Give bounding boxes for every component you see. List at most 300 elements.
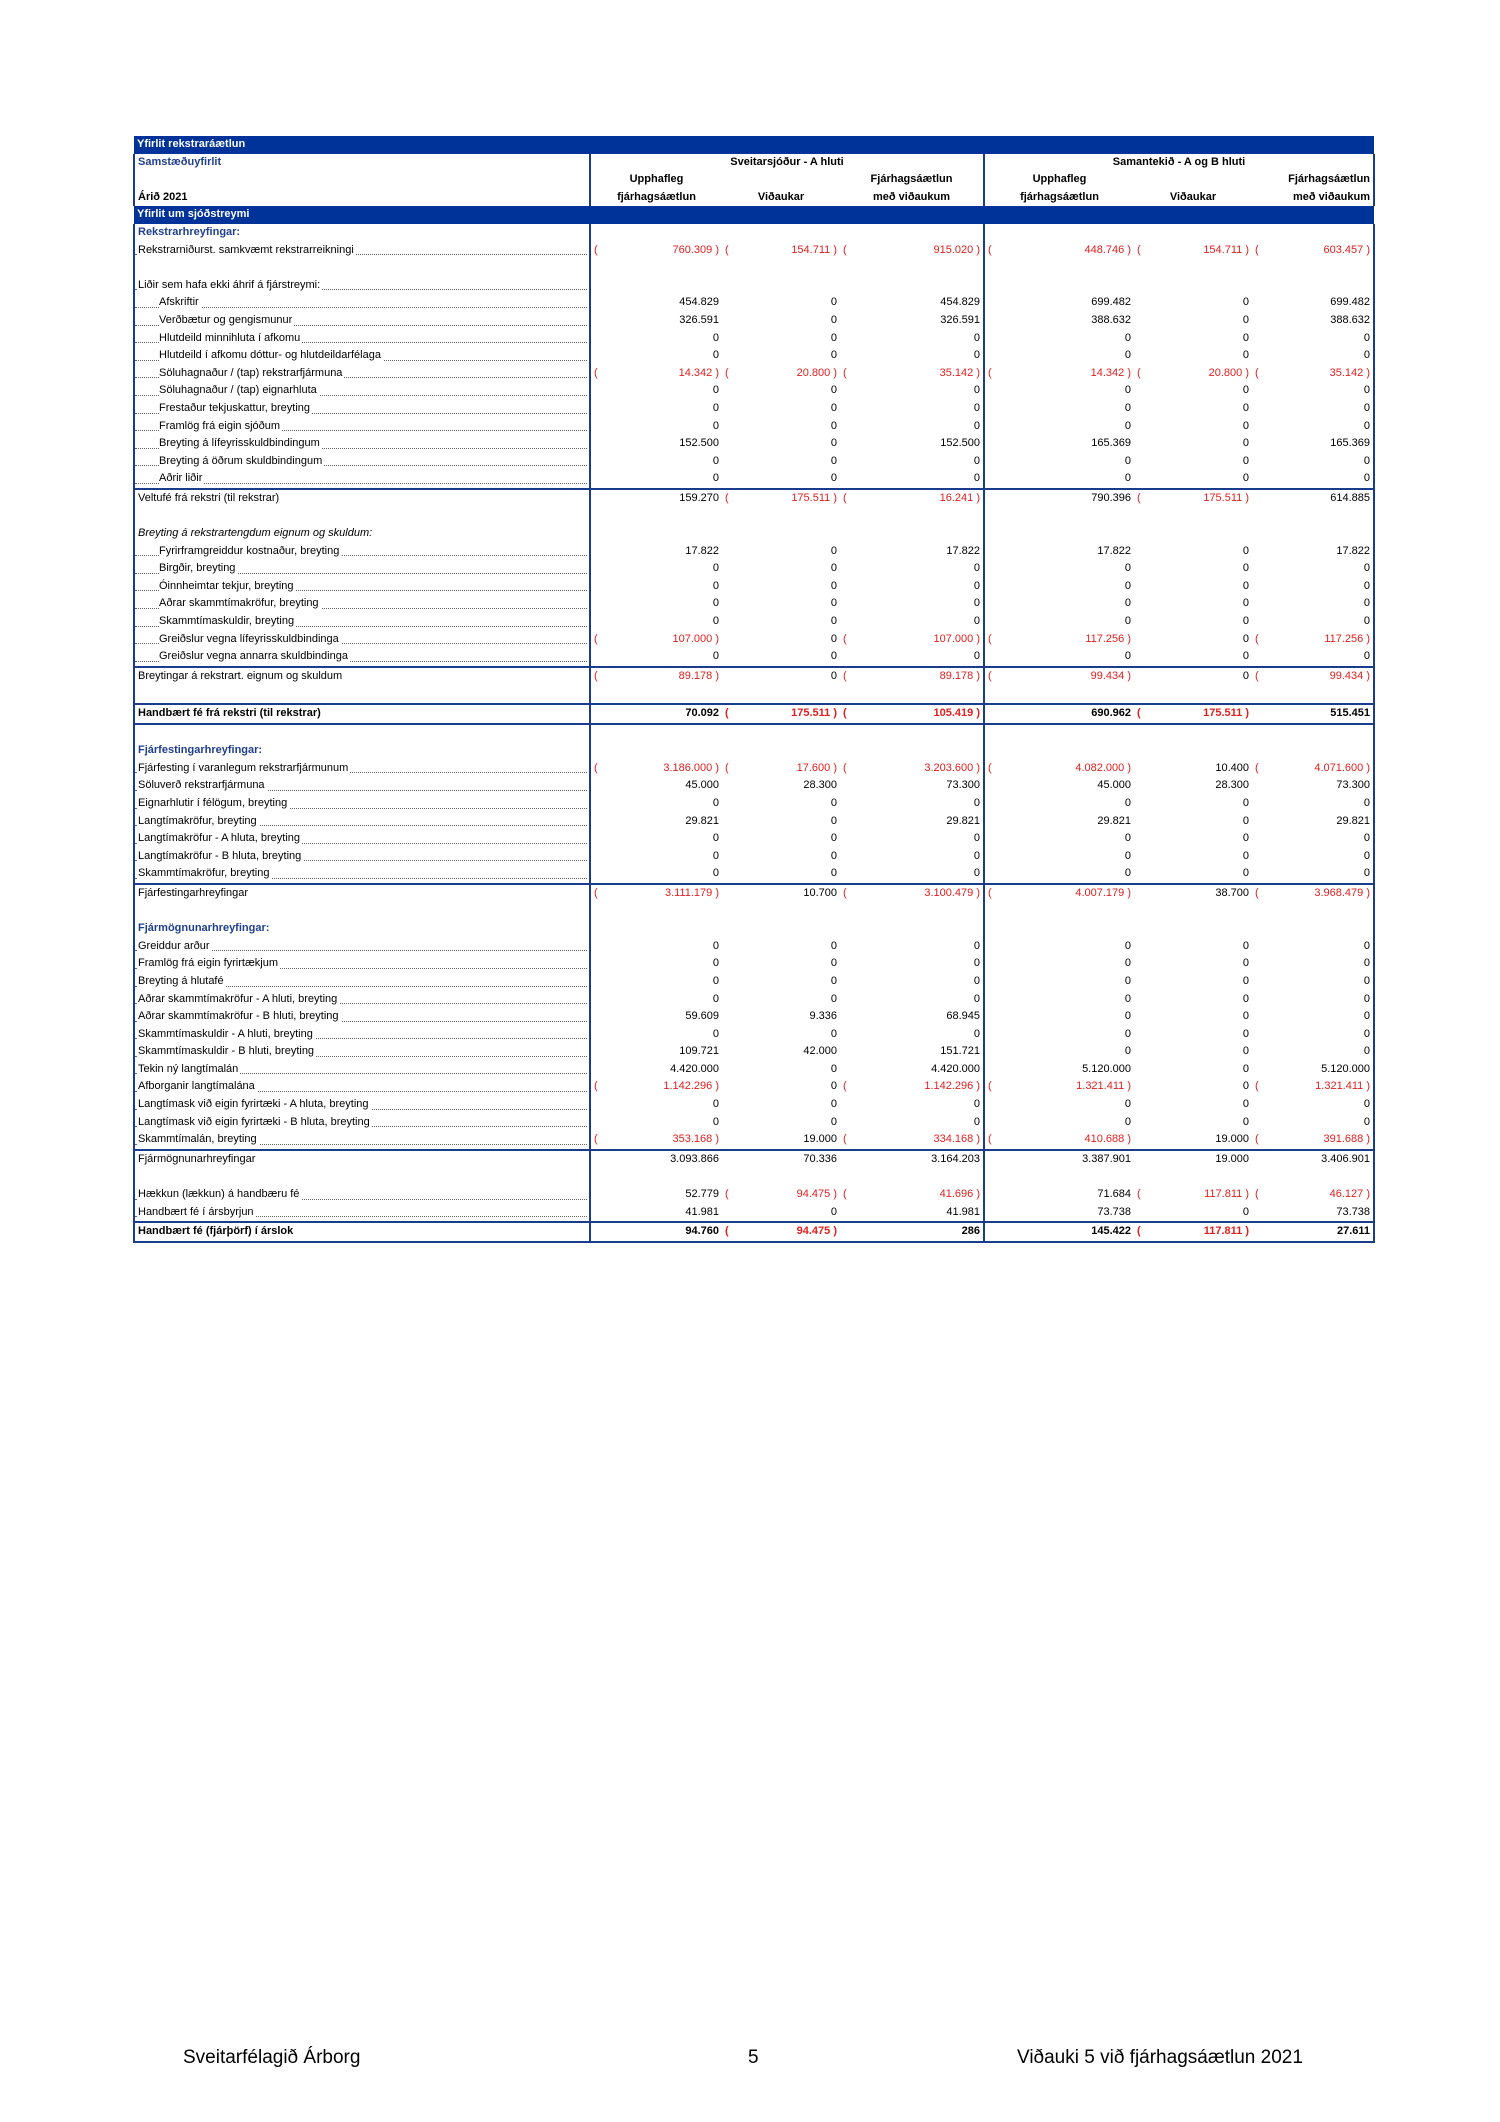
table-row [134, 453, 1374, 471]
value-cell [722, 813, 840, 831]
value-text: 0 [1363, 650, 1371, 663]
value-text: 0 [1242, 650, 1249, 663]
value-text: 3.111.179 [664, 886, 713, 899]
row-label [134, 1131, 590, 1150]
close-paren: ) [1124, 1133, 1131, 1146]
value-cell [984, 1114, 1134, 1132]
value-cell [590, 742, 722, 760]
value-text: 388.632 [1091, 313, 1131, 326]
value-text: 0 [1242, 1062, 1249, 1075]
row-label [134, 667, 590, 686]
value-text: 0 [830, 562, 837, 575]
value-text: 0 [1242, 832, 1249, 845]
value-text: 10.700 [803, 886, 837, 899]
value-cell [840, 1131, 984, 1150]
table-row [134, 760, 1374, 778]
row-label [134, 560, 590, 578]
value-cell [590, 418, 722, 436]
value-cell [1134, 578, 1252, 596]
value-text: 52.779 [685, 1188, 719, 1201]
consolidated-label: Samstæðuyfirlit [134, 154, 590, 172]
value-cell [1252, 973, 1374, 991]
value-cell [590, 277, 722, 295]
value-cell [840, 418, 984, 436]
row-label [134, 453, 590, 471]
value-text: 0 [830, 579, 837, 592]
row-label [134, 347, 590, 365]
table-row [134, 813, 1374, 831]
value-cell [984, 991, 1134, 1009]
table-row [134, 1008, 1374, 1026]
value-cell [722, 435, 840, 453]
value-text: 20.800 [1208, 366, 1243, 379]
value-text: 0 [1124, 597, 1131, 610]
value-cell [722, 848, 840, 866]
value-text: 38.700 [1215, 886, 1249, 899]
value-cell [590, 920, 722, 938]
value-text: 0 [830, 1098, 837, 1111]
value-cell [590, 667, 722, 686]
table-row [134, 242, 1374, 260]
value-cell [722, 760, 840, 778]
close-paren: ) [712, 886, 719, 899]
value-cell [722, 242, 840, 260]
value-text: 41.981 [685, 1205, 719, 1218]
value-cell [1134, 224, 1252, 242]
value-text: 41.696 [939, 1188, 974, 1201]
value-text: 4.071.600 [1314, 761, 1364, 774]
row-label-text: Frestaður tekjuskattur, breyting [159, 401, 311, 414]
value-cell [984, 1131, 1134, 1150]
value-text: 0 [830, 1080, 837, 1093]
value-text: 0 [1124, 579, 1131, 592]
row-label-text: Afborganir langtímalána [138, 1080, 255, 1093]
open-paren: ( [725, 243, 729, 256]
row-label-text: Birgðir, breyting [159, 562, 236, 575]
table-row [134, 560, 1374, 578]
table-row [134, 1043, 1374, 1061]
value-cell [722, 578, 840, 596]
value-cell [1134, 648, 1252, 667]
value-cell [1134, 938, 1252, 956]
value-text: 3.406.901 [1321, 1152, 1371, 1165]
value-cell [1134, 742, 1252, 760]
value-cell [984, 347, 1134, 365]
value-cell [984, 813, 1134, 831]
value-text: 0 [1242, 296, 1249, 309]
value-text: 0 [830, 1115, 837, 1128]
header-row-1 [134, 154, 1374, 172]
value-text: 0 [1363, 849, 1371, 862]
value-text: 454.829 [940, 296, 980, 309]
close-paren: ) [1242, 243, 1249, 256]
close-paren: ) [973, 632, 980, 645]
value-cell [1134, 1026, 1252, 1044]
value-cell [722, 830, 840, 848]
value-cell [722, 489, 840, 508]
value-cell [590, 1043, 722, 1061]
open-paren: ( [843, 1080, 847, 1093]
close-paren: ) [1124, 761, 1131, 774]
value-cell [984, 543, 1134, 561]
row-label-text: Langtímask við eigin fyrirtæki - B hluta, breyting [138, 1115, 370, 1128]
value-text: 73.738 [1336, 1205, 1371, 1218]
value-text: 99.434 [1090, 669, 1125, 682]
value-text: 0 [712, 974, 719, 987]
value-cell [722, 382, 840, 400]
value-text: 16.241 [939, 491, 974, 504]
value-text: 0 [830, 296, 837, 309]
value-cell [722, 525, 840, 543]
value-cell [984, 560, 1134, 578]
value-cell [722, 667, 840, 686]
value-text: 0 [712, 597, 719, 610]
value-text: 0 [1363, 1045, 1371, 1058]
value-text: 17.600 [796, 761, 831, 774]
year-label: Árið 2021 [134, 189, 590, 207]
value-text: 0 [1242, 1080, 1249, 1093]
value-text: 19.000 [1215, 1152, 1249, 1165]
value-text: 326.591 [940, 313, 980, 326]
value-cell [1252, 704, 1374, 724]
open-paren: ( [988, 243, 992, 256]
value-cell [1134, 795, 1252, 813]
value-cell [1134, 667, 1252, 686]
row-label [134, 242, 590, 260]
value-cell [840, 920, 984, 938]
row-label [134, 595, 590, 613]
row-label-text: Veltufé frá rekstri (til rekstrar) [138, 491, 280, 504]
table-row [134, 400, 1374, 418]
value-cell [1134, 1096, 1252, 1114]
close-paren: ) [1124, 243, 1131, 256]
value-cell [1134, 1204, 1252, 1223]
value-cell [840, 884, 984, 903]
table-row [134, 991, 1374, 1009]
value-cell [984, 648, 1134, 667]
row-label [134, 1222, 590, 1242]
value-cell [590, 560, 722, 578]
value-cell [1252, 1078, 1374, 1096]
value-text: 3.093.866 [670, 1152, 719, 1165]
value-cell [1252, 1114, 1374, 1132]
value-cell [1252, 470, 1374, 489]
value-cell [840, 578, 984, 596]
value-cell [840, 312, 984, 330]
value-cell [590, 224, 722, 242]
close-paren: ) [712, 1080, 719, 1093]
value-text: 0 [830, 615, 837, 628]
row-label-text: Rekstrarniðurst. samkvæmt rekstrarreikningi [138, 243, 354, 256]
close-paren: ) [973, 491, 980, 504]
open-paren: ( [594, 1080, 598, 1093]
col-annex-a: Viðaukar [757, 190, 805, 203]
value-text: 286 [961, 1225, 980, 1238]
value-cell [722, 613, 840, 631]
value-text: 0 [1363, 401, 1371, 414]
value-cell [722, 1043, 840, 1061]
value-cell [590, 631, 722, 649]
close-paren: ) [973, 1188, 980, 1201]
value-text: 0 [830, 867, 837, 880]
row-label-text: Framlög frá eigin sjóðum [159, 419, 281, 432]
row-label-text: Skammtímaskuldir, breyting [159, 615, 295, 628]
spacer-row [134, 507, 1374, 525]
value-text: 353.168 [672, 1133, 713, 1146]
open-paren: ( [1137, 243, 1141, 256]
row-label-text: Rekstrarhreyfingar: [138, 225, 241, 238]
value-cell [1252, 1061, 1374, 1079]
value-cell [984, 938, 1134, 956]
value-cell [840, 470, 984, 489]
open-paren: ( [843, 1133, 847, 1146]
open-paren: ( [843, 1188, 847, 1201]
value-text: 0 [1242, 992, 1249, 1005]
value-text: 0 [830, 384, 837, 397]
value-cell [840, 777, 984, 795]
table-row [134, 631, 1374, 649]
value-text: 0 [1242, 1010, 1249, 1023]
value-text: 0 [830, 632, 837, 645]
value-cell [1252, 242, 1374, 260]
value-text: 117.256 [1324, 632, 1364, 645]
table-row [134, 382, 1374, 400]
open-paren: ( [988, 366, 992, 379]
open-paren: ( [1137, 1188, 1141, 1201]
value-cell [1134, 347, 1252, 365]
value-cell [590, 1204, 722, 1223]
value-cell [1134, 777, 1252, 795]
close-paren: ) [1124, 632, 1131, 645]
row-label [134, 1008, 590, 1026]
value-text: 0 [830, 1205, 837, 1218]
value-text: 19.000 [803, 1133, 837, 1146]
row-label-text: Handbært fé frá rekstri (til rekstrar) [138, 707, 321, 719]
value-cell [590, 1061, 722, 1079]
value-cell [840, 648, 984, 667]
value-text: 0 [830, 974, 837, 987]
row-label [134, 382, 590, 400]
section-header [134, 920, 1374, 938]
value-text: 4.007.179 [1075, 886, 1125, 899]
row-label [134, 631, 590, 649]
value-cell [590, 1078, 722, 1096]
value-cell [1252, 489, 1374, 508]
spacer-row [134, 1168, 1374, 1186]
value-cell [590, 489, 722, 508]
value-text: 0 [973, 974, 980, 987]
close-paren: ) [712, 669, 719, 682]
value-cell [1134, 365, 1252, 383]
value-cell [590, 760, 722, 778]
value-cell [722, 973, 840, 991]
row-label-text: Skammtímaskuldir - A hluti, breyting [138, 1027, 313, 1040]
table-row [134, 938, 1374, 956]
row-label-text: Breytingar á rekstrart. eignum og skuldum [138, 669, 343, 682]
value-text: 0 [1124, 939, 1131, 952]
value-text: 0 [973, 419, 980, 432]
open-paren: ( [725, 1188, 729, 1201]
close-paren: ) [973, 761, 980, 774]
value-cell [984, 1026, 1134, 1044]
open-paren: ( [1255, 1080, 1259, 1093]
row-label [134, 1204, 590, 1223]
value-text: 0 [973, 796, 980, 809]
value-text: 0 [1124, 957, 1131, 970]
close-paren: ) [973, 1080, 980, 1093]
value-cell [590, 648, 722, 667]
section-header [134, 742, 1374, 760]
col-initial-a-2: fjárhagsáætlun [617, 190, 696, 203]
table-row [134, 1222, 1374, 1242]
value-cell [984, 848, 1134, 866]
open-paren: ( [1255, 366, 1259, 379]
row-label-text: Hlutdeild minnihluta í afkomu [159, 331, 301, 344]
close-paren: ) [1363, 632, 1371, 645]
value-cell [1252, 955, 1374, 973]
open-paren: ( [725, 491, 729, 504]
row-label-text: Handbært fé í ársbyrjun [138, 1205, 254, 1218]
row-label [134, 224, 590, 242]
table-row [134, 1131, 1374, 1150]
value-text: 0 [1363, 562, 1371, 575]
open-paren: ( [594, 669, 598, 682]
value-cell [590, 777, 722, 795]
value-cell [984, 525, 1134, 543]
value-text: 410.688 [1084, 1133, 1125, 1146]
value-text: 0 [1363, 615, 1371, 628]
spacer-row [134, 724, 1374, 743]
value-cell [722, 453, 840, 471]
value-cell [1134, 1131, 1252, 1150]
header-row-3 [134, 189, 1374, 207]
open-paren: ( [1255, 669, 1259, 682]
value-text: 0 [830, 832, 837, 845]
row-label-text: Tekin ný langtímalán [138, 1062, 239, 1075]
table-row [134, 277, 1374, 295]
open-paren: ( [988, 1133, 992, 1146]
open-paren: ( [843, 707, 847, 719]
close-paren: ) [830, 491, 837, 504]
row-label-text: Liðir sem hafa ekki áhrif á fjárstreymi: [138, 278, 321, 291]
value-cell [1134, 277, 1252, 295]
value-cell [1252, 760, 1374, 778]
value-cell [1134, 1186, 1252, 1204]
value-text: 0 [1124, 1010, 1131, 1023]
value-cell [1134, 294, 1252, 312]
value-text: 0 [1124, 562, 1131, 575]
value-text: 107.000 [933, 632, 974, 645]
value-text: 0 [1363, 1115, 1371, 1128]
value-text: 0 [830, 597, 837, 610]
value-text: 159.270 [679, 491, 719, 504]
value-text: 73.300 [1336, 779, 1371, 792]
value-cell [1134, 865, 1252, 884]
value-cell [590, 1114, 722, 1132]
value-cell [1134, 400, 1252, 418]
value-cell [722, 742, 840, 760]
table-row [134, 1026, 1374, 1044]
open-paren: ( [594, 632, 598, 645]
value-text: 0 [1242, 437, 1249, 450]
value-cell [840, 277, 984, 295]
row-label-text: Greiðslur vegna annarra skuldbindinga [159, 650, 348, 663]
value-text: 0 [973, 849, 980, 862]
value-cell [722, 1186, 840, 1204]
row-label-text: Breyting á lífeyrisskuldbindingum [159, 437, 320, 450]
value-cell [1134, 830, 1252, 848]
value-cell [722, 294, 840, 312]
close-paren: ) [1242, 491, 1249, 504]
table-row [134, 1114, 1374, 1132]
table-row [134, 294, 1374, 312]
value-text: 0 [973, 349, 980, 362]
value-text: 45.000 [1097, 779, 1131, 792]
row-label-text: Greiðslur vegna lífeyrisskuldbindinga [159, 632, 339, 645]
value-cell [722, 560, 840, 578]
value-text: 0 [1242, 1045, 1249, 1058]
row-label [134, 489, 590, 508]
row-label [134, 294, 590, 312]
table-row [134, 1096, 1374, 1114]
open-paren: ( [725, 1225, 729, 1238]
open-paren: ( [843, 491, 847, 504]
value-text: 28.300 [1215, 779, 1249, 792]
row-label [134, 648, 590, 667]
value-text: 454.829 [679, 296, 719, 309]
value-text: 175.511 [1203, 707, 1243, 719]
value-text: 0 [830, 349, 837, 362]
row-label [134, 865, 590, 884]
value-text: 0 [830, 849, 837, 862]
row-label [134, 813, 590, 831]
value-cell [840, 382, 984, 400]
value-cell [840, 347, 984, 365]
close-paren: ) [712, 632, 719, 645]
value-text: 0 [1363, 419, 1371, 432]
value-text: 0 [712, 957, 719, 970]
value-text: 0 [1124, 615, 1131, 628]
value-text: 0 [712, 849, 719, 862]
row-label [134, 1186, 590, 1204]
value-text: 0 [1242, 1205, 1249, 1218]
value-cell [1252, 648, 1374, 667]
value-cell [984, 1043, 1134, 1061]
row-label [134, 1026, 590, 1044]
value-cell [1252, 312, 1374, 330]
value-text: 152.500 [940, 437, 980, 450]
value-cell [840, 543, 984, 561]
value-cell [590, 1096, 722, 1114]
value-cell [1252, 667, 1374, 686]
table-row [134, 667, 1374, 686]
value-text: 0 [1242, 867, 1249, 880]
value-text: 0 [712, 579, 719, 592]
value-cell [984, 1008, 1134, 1026]
col-budget-ab-1: Fjárhagsáætlun [1252, 171, 1374, 189]
value-cell [840, 1186, 984, 1204]
table-row [134, 830, 1374, 848]
value-text: 0 [830, 814, 837, 827]
value-cell [1252, 884, 1374, 903]
value-cell [1252, 224, 1374, 242]
value-text: 152.500 [679, 437, 719, 450]
value-cell [840, 973, 984, 991]
row-label-text: Breyting á rekstrartengdum eignum og skuldum: [138, 527, 373, 540]
value-cell [1134, 704, 1252, 724]
value-text: 20.800 [796, 366, 831, 379]
value-text: 1.321.411 [1315, 1080, 1364, 1093]
